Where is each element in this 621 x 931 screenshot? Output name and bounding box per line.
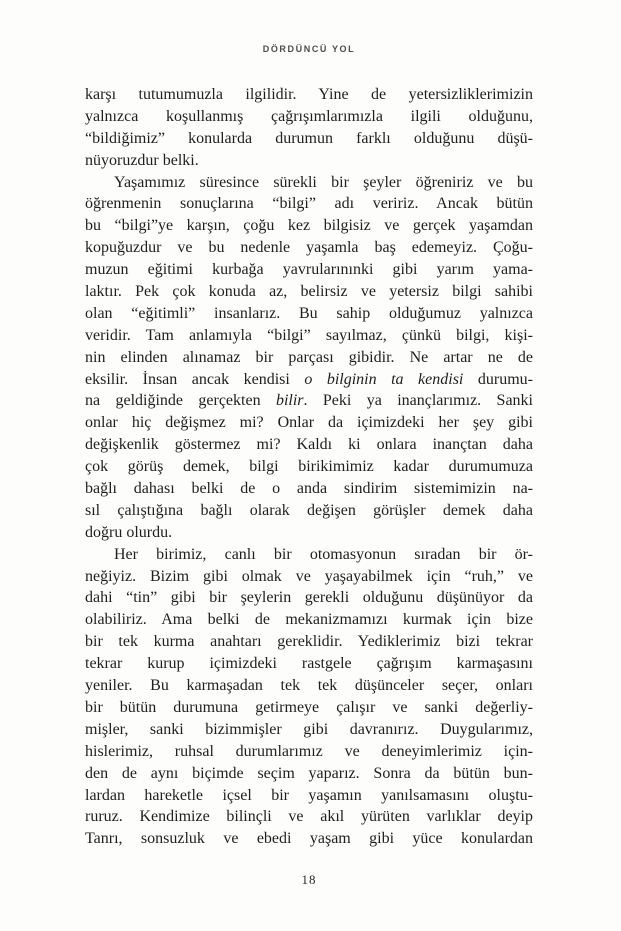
text-line (85, 369, 533, 391)
text-line (85, 347, 533, 369)
text-line (85, 434, 533, 456)
text-segment: durumu- (463, 370, 533, 388)
text-segment: yalnızca koşullanmış çağrışımlarımızla ilgili olduğunu, (85, 107, 533, 125)
text-segment: yeniler. Bu karmaşadan tek tek düşünceler seçer, onları (85, 677, 533, 695)
text-line (85, 587, 533, 609)
text-segment: tekrar kurup içimizdeki rastgele çağrışım karmaşasını (85, 655, 533, 673)
text-segment: bir tek kurma anahtarı gereklidir. Yediklerimiz bizi tekrar (85, 633, 533, 651)
text-segment: bağlı dahası belki de o anda sindirim sistemimizin na- (85, 480, 533, 498)
text-line (85, 390, 533, 412)
text-line (85, 215, 533, 237)
text-line (85, 456, 533, 478)
text-segment: . Peki ya inançlarımız. Sanki (303, 392, 534, 410)
page-number: 18 (301, 872, 317, 887)
text-line (85, 806, 533, 828)
text-segment: öğrenmenin sonuçlarına “bilgi” adı veririz. Ancak bütün (85, 195, 533, 213)
text-line (85, 763, 533, 785)
text-segment: karşı tutumumuzla ilgilidir. Yine de yetersizliklerimizin (85, 86, 533, 103)
text-segment: nin elinden alınamaz bir parçası gibidir. Ne artar ne de (85, 348, 533, 366)
text-line (85, 128, 533, 150)
text-segment: eksilir. İnsan ancak kendisi (85, 370, 305, 388)
text-line (85, 544, 533, 566)
text-segment: olabiliriz. Ama belki de mekanizmamızı kurmak için bize (85, 611, 533, 629)
text-line (85, 84, 533, 106)
text-segment: bu “bilgi”ye karşın, çoğu kez bilgisiz ve gerçek yaşamdan (85, 217, 533, 235)
text-segment: Her birimiz, canlı bir otomasyonun sıradan bir ör- (114, 545, 533, 563)
text-line (85, 609, 533, 631)
text-line (85, 697, 533, 719)
text-line (85, 741, 533, 763)
text-line (85, 785, 533, 807)
text-line (85, 566, 533, 588)
text-segment: Tanrı, sonsuzluk ve ebedi yaşam gibi yüce konulardan (85, 830, 533, 848)
text-segment: hislerimiz, ruhsal durumlarımız ve deneyimlerimiz için- (85, 742, 533, 760)
text-segment: nüyoruzdur belki. (85, 151, 199, 169)
text-line (85, 303, 533, 325)
text-segment: bir bütün durumuna getirmeye çalışır ve sanki değerliy- (85, 698, 533, 716)
text-segment: muzun eğitimi kurbağa yavrularınınki gibi yarım yama- (85, 261, 533, 279)
italic-text-segment: bilir (275, 392, 304, 410)
text-line (85, 150, 533, 172)
text-line (85, 500, 533, 522)
text-segment: çok görüş demek, bilgi birikimimiz kadar durumumuza (85, 458, 533, 476)
text-line (85, 478, 533, 500)
text-line (85, 259, 533, 281)
text-line (85, 193, 533, 215)
text-line (85, 719, 533, 741)
text-line (85, 172, 533, 194)
text-line (85, 325, 533, 347)
text-segment: sıl çalıştığına bağlı olarak değişen görüşler demek daha (85, 501, 533, 519)
text-segment: na geldiğinde gerçekten (85, 392, 276, 410)
text-segment: olan “eğitimli” insanlarız. Bu sahip olduğumuz yalnızca (85, 304, 533, 322)
text-segment: ruruz. Kendimize bilinçli ve akıl yürüten varlıklar deyip (85, 808, 533, 826)
text-line (85, 675, 533, 697)
text-segment: değişkenlik göstermez mi? Kaldı ki onlara inançtan daha (85, 436, 533, 454)
text-line (85, 237, 533, 259)
text-line (85, 106, 533, 128)
text-segment: Yaşamımız süresince sürekli bir şeyler öğreniriz ve bu (114, 173, 533, 191)
text-line (85, 281, 533, 303)
text-segment: neğiyiz. Bizim gibi olmak ve yaşayabilmek için “ruh,” ve (85, 567, 533, 585)
text-line (85, 631, 533, 653)
text-segment: mişler, sanki bizimmişler gibi davranırız. Duygularımız, (85, 720, 533, 738)
text-line (85, 828, 533, 850)
text-segment: den de aynı biçimde seçim yaparız. Sonra da bütün bun- (85, 764, 533, 782)
text-line (85, 412, 533, 434)
text-line (85, 653, 533, 675)
text-segment: lardan hareketle içsel bir yaşamın yanılsamasını oluştu- (85, 786, 533, 804)
text-segment: dahi “tin” gibi bir şeylerin gerekli olduğunu düşünüyor da (85, 589, 533, 607)
text-block (85, 84, 533, 850)
italic-text-segment: o bilginin ta kendisi (304, 370, 464, 388)
text-segment: onlar hiç değişmez mi? Onlar da içimizdeki her şey gibi (85, 414, 533, 432)
text-segment: doğru olurdu. (85, 523, 173, 541)
text-segment: veridir. Tam anlamıyla “bilgi” sayılmaz, çünkü bilgi, kişi- (85, 326, 533, 344)
text-line (85, 522, 533, 544)
running-header: DÖRDÜNCÜ YOL (262, 44, 356, 54)
text-segment: laktır. Pek çok konuda az, belirsiz ve yetersiz bilgi sahibi (85, 283, 533, 301)
text-segment: “bildiğimiz” konularda durumun farklı olduğunu düşü- (85, 129, 533, 147)
text-segment: kopuğuzdur ve bu nedenle yaşamla baş edemeyiz. Çoğu- (85, 239, 533, 257)
